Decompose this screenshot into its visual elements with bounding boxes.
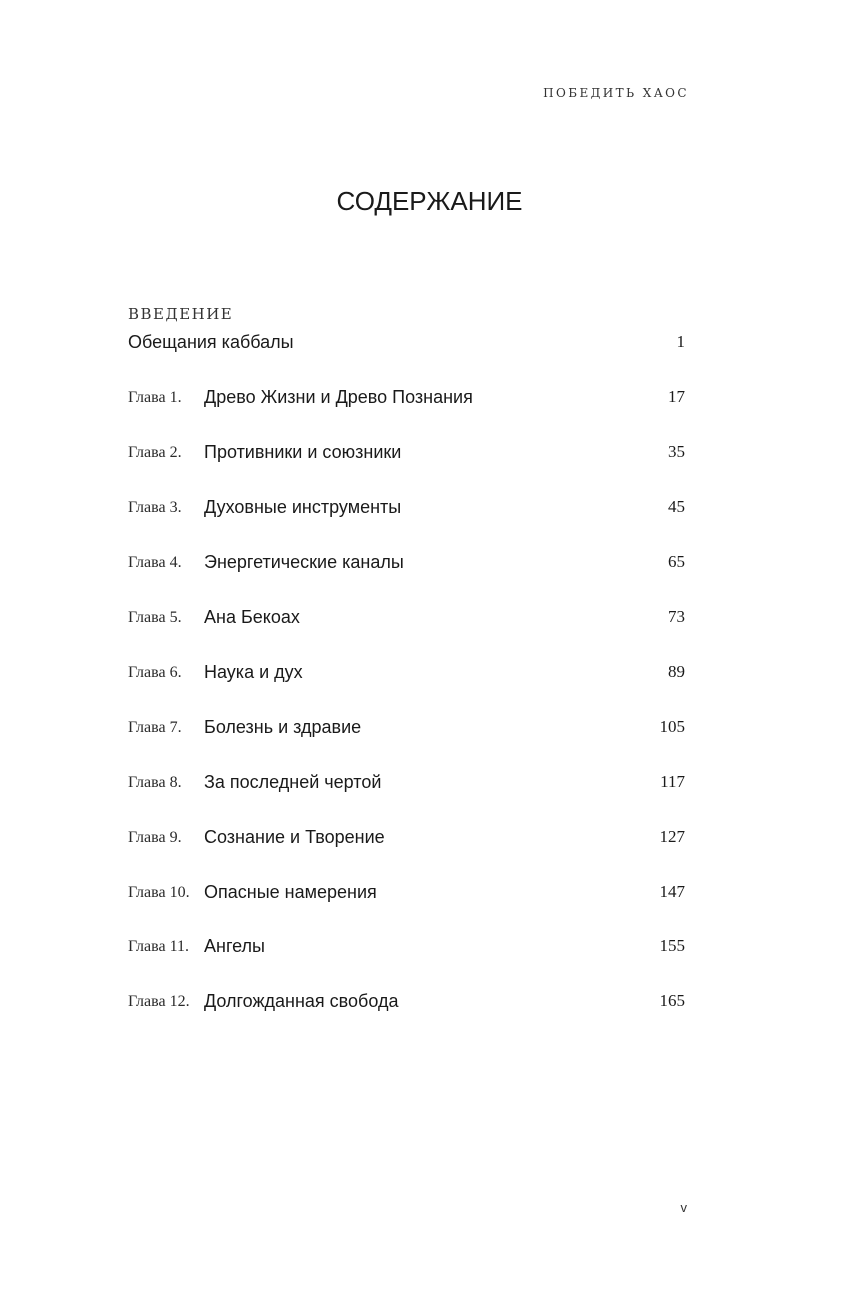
chapter-page: 65: [668, 552, 685, 571]
toc-entry-chapter-4[interactable]: [128, 552, 685, 576]
chapter-title: Опасные намерения: [204, 882, 377, 902]
toc-entry-chapter-10[interactable]: [128, 882, 685, 906]
chapter-title: Долгожданная свобода: [204, 991, 399, 1011]
chapter-page: 155: [659, 936, 685, 955]
running-head: ПОБЕДИТЬ ХАОС: [543, 86, 689, 100]
toc-entry-page: 1: [676, 332, 685, 351]
toc-entry-intro[interactable]: [128, 332, 685, 356]
chapter-number: Глава 8.: [128, 774, 182, 791]
chapter-number: Глава 7.: [128, 719, 182, 736]
chapter-page: 165: [659, 991, 685, 1010]
chapter-title: Сознание и Творение: [204, 827, 385, 847]
chapter-title: Ана Бекоах: [204, 607, 300, 627]
toc-entry-chapter-6[interactable]: [128, 662, 685, 686]
chapter-number: Глава 2.: [128, 444, 182, 461]
chapter-number: Глава 10.: [128, 884, 190, 901]
toc-entry-title: Обещания каббалы: [128, 332, 294, 352]
chapter-title: Древо Жизни и Древо Познания: [204, 387, 473, 407]
toc-entry-chapter-12[interactable]: [128, 991, 685, 1015]
toc-entry-chapter-11[interactable]: [128, 936, 685, 960]
chapter-number: Глава 11.: [128, 938, 189, 955]
chapter-number: Глава 3.: [128, 499, 182, 516]
chapter-page: 127: [659, 827, 685, 846]
chapter-title: Противники и союзники: [204, 442, 402, 462]
toc-entry-chapter-2[interactable]: [128, 442, 685, 466]
chapter-number: Глава 4.: [128, 554, 182, 571]
chapter-page: 35: [668, 442, 685, 461]
chapter-number: Глава 5.: [128, 609, 182, 626]
chapter-title: Энергетические каналы: [204, 552, 404, 572]
chapter-title: За последней чертой: [204, 772, 382, 792]
chapter-title: Духовные инструменты: [204, 497, 402, 517]
toc-entry-chapter-1[interactable]: [128, 387, 685, 411]
toc-entry-chapter-3[interactable]: [128, 497, 685, 521]
toc-entry-chapter-7[interactable]: [128, 717, 685, 741]
chapter-page: 89: [668, 662, 685, 681]
chapter-title: Ангелы: [204, 936, 265, 956]
chapter-title: Болезнь и здравие: [204, 717, 362, 737]
chapter-number: Глава 9.: [128, 829, 182, 846]
page-title: СОДЕРЖАНИЕ: [336, 186, 523, 216]
chapter-page: 17: [668, 387, 685, 406]
chapter-number: Глава 6.: [128, 664, 182, 681]
chapter-number: Глава 1.: [128, 389, 182, 406]
chapter-page: 117: [660, 772, 685, 791]
toc-entry-chapter-5[interactable]: [128, 607, 685, 631]
chapter-page: 73: [668, 607, 685, 626]
chapter-page: 105: [659, 717, 685, 736]
chapter-number: Глава 12.: [128, 993, 190, 1010]
toc-entry-chapter-8[interactable]: [128, 772, 685, 796]
chapter-page: 45: [668, 497, 685, 516]
page-folio: v: [680, 1200, 687, 1215]
chapter-title: Наука и дух: [204, 662, 303, 682]
intro-label: ВВЕДЕНИЕ: [128, 305, 234, 323]
toc-entry-chapter-9[interactable]: [128, 827, 685, 851]
chapter-page: 147: [659, 882, 685, 901]
